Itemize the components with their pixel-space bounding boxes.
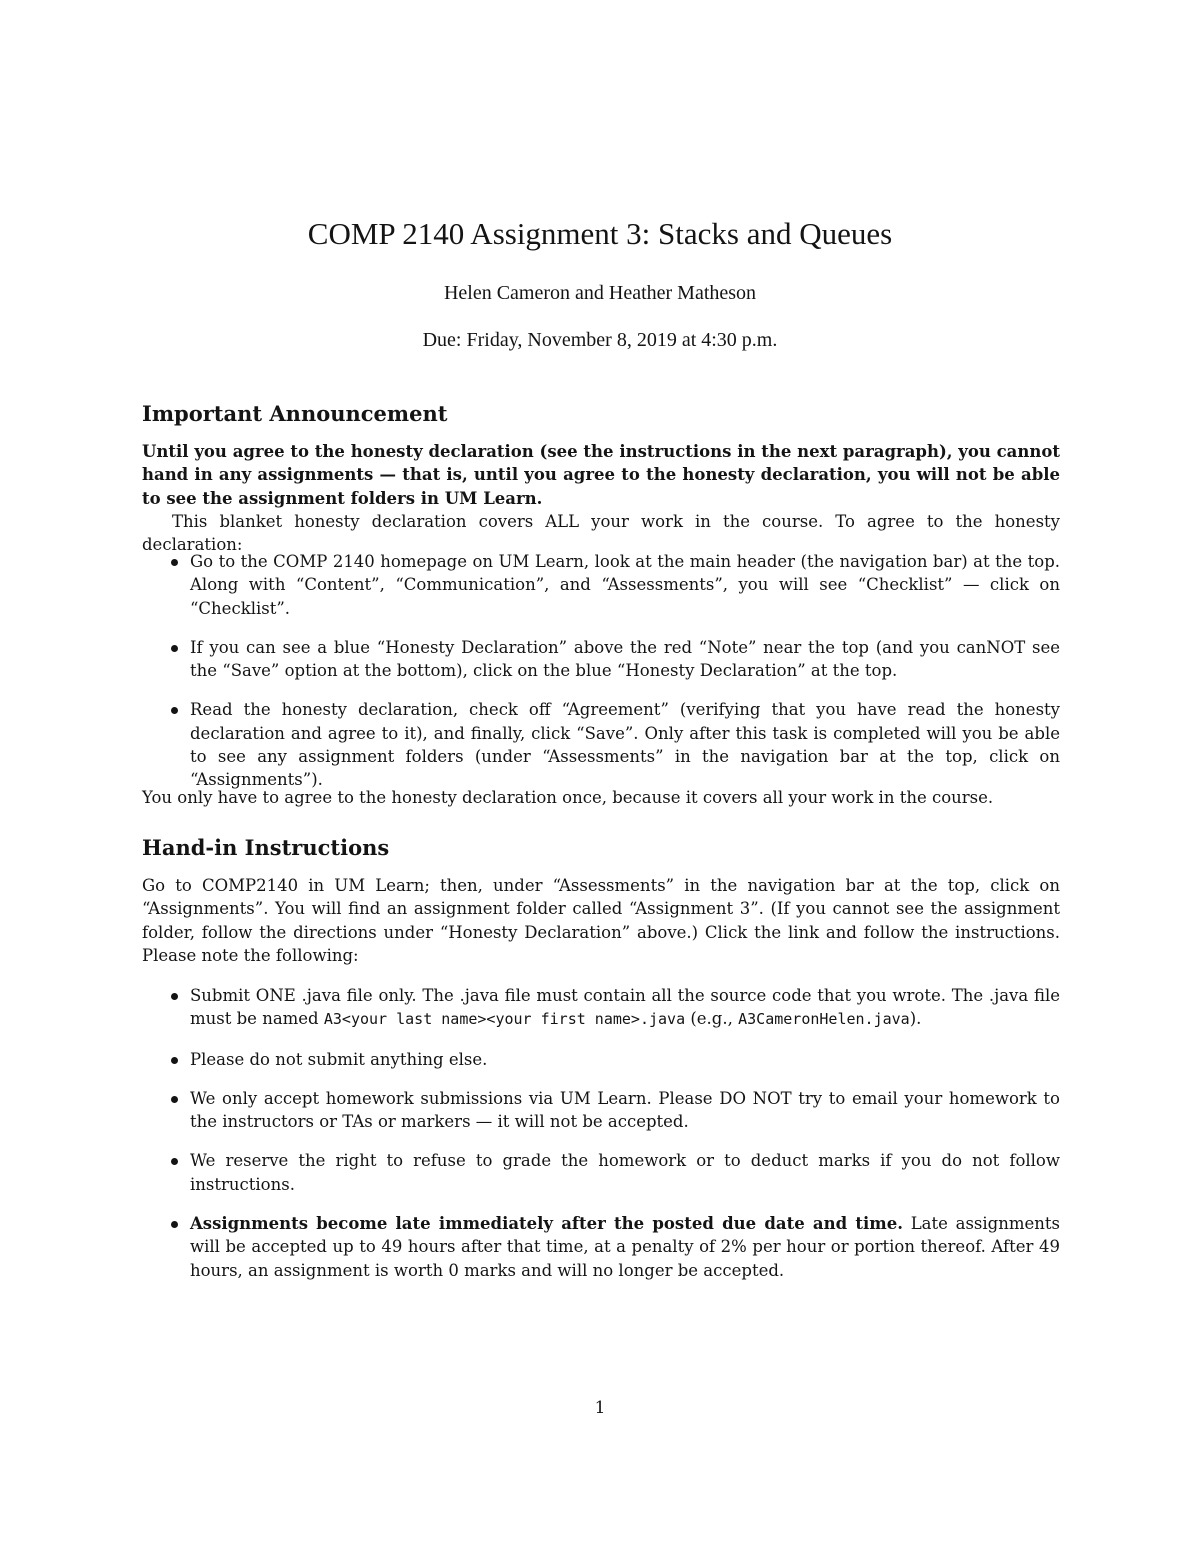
list-item bbox=[142, 1048, 1060, 1071]
announcement-list bbox=[142, 550, 1060, 792]
list-item bbox=[142, 698, 1060, 791]
bullet-icon bbox=[171, 1221, 178, 1228]
list-item bbox=[142, 1149, 1060, 1196]
list-item-text: We only accept homework submissions via UM Learn. Please DO NOT try to email your homework to the instructors or TAs or markers — it will not be accepted. bbox=[190, 1088, 1060, 1132]
list-item-text: We reserve the right to refuse to grade the homework or to deduct marks if you do not follow instructions. bbox=[190, 1151, 1060, 1194]
list-item-text: ). bbox=[909, 1009, 922, 1029]
filename-example: A3CameronHelen.java bbox=[738, 1010, 910, 1029]
list-item-text: Late assignments will be accepted up to 49 hours after that time, at a penalty of 2% per hour or portion thereof. After 49 hours, an assignment is worth 0 marks and will no longer be accepted. bbox=[190, 1214, 1060, 1280]
late-policy-heading: Assignments become late immediately after the posted due date and time. bbox=[190, 1214, 903, 1234]
list-item-text: If you can see a blue “Honesty Declaration” above the red “Note” near the top (and you canNOT see the “Save” option at the bottom), click on the blue “Honesty Declaration” at the top. bbox=[190, 637, 1060, 681]
list-item bbox=[142, 1087, 1060, 1134]
bullet-icon bbox=[171, 1158, 178, 1165]
list-item bbox=[142, 636, 1060, 683]
document-authors: Helen Cameron and Heather Matheson bbox=[443, 282, 757, 304]
list-item-text: Submit ONE .java file only. The .java file must contain all the source code that you wrote. The .java file must be named bbox=[190, 986, 1060, 1029]
handin-heading: Hand-in Instructions bbox=[142, 835, 390, 860]
document-title: COMP 2140 Assignment 3: Stacks and Queues bbox=[307, 216, 893, 251]
bullet-icon bbox=[171, 993, 178, 1000]
list-item bbox=[142, 1212, 1060, 1282]
list-item-text: Read the honesty declaration, check off “Agreement” (verifying that you have read the honesty declaration and agree to it), and finally, click “Save”. Only after this task is completed will you be able to see any assignment folders (under “Assessments” in the navigation bar at the top, click on “Assignments”). bbox=[190, 700, 1060, 790]
page-number: 1 bbox=[594, 1398, 606, 1418]
announcement-closing: You only have to agree to the honesty declaration once, because it covers all your work in the course. bbox=[142, 788, 994, 807]
handin-section bbox=[142, 834, 1060, 862]
bullet-icon bbox=[171, 1057, 178, 1064]
bullet-icon bbox=[171, 707, 178, 714]
announcement-intro: This blanket honesty declaration covers ALL your work in the course. To agree to the honesty declaration: bbox=[142, 512, 1060, 555]
list-item-text: Please do not submit anything else. bbox=[190, 1049, 488, 1069]
bullet-icon bbox=[171, 559, 178, 566]
announcement-bold-paragraph: Until you agree to the honesty declaration (see the instructions in the next paragraph), you cannot hand in any assignments — that is, until you agree to the honesty declaration, you will not be able to see the assignment folders in UM Learn. bbox=[142, 442, 1060, 508]
handin-list bbox=[142, 984, 1060, 1282]
announcement-heading: Important Announcement bbox=[142, 401, 448, 426]
list-item-text: Go to the COMP 2140 homepage on UM Learn, look at the main header (the navigation bar) at the top. Along with “Content”, “Communication”, and “Assessments”, you will see “Checklist” — click on “Checklist”. bbox=[190, 552, 1060, 618]
bullet-icon bbox=[171, 1096, 178, 1103]
bullet-icon bbox=[171, 645, 178, 652]
filename-pattern: A3<your last name><your first name>.java bbox=[323, 1010, 686, 1029]
due-date: Due: Friday, November 8, 2019 at 4:30 p.m. bbox=[422, 329, 778, 351]
handin-intro: Go to COMP2140 in UM Learn; then, under “Assessments” in the navigation bar at the top, click on “Assignments”. You will find an assignment folder called “Assignment 3”. (If you cannot see the assignment folder, follow the directions under “Honesty Declaration” above.) Click the link and follow the instructions. Please note the following: bbox=[142, 876, 1060, 965]
list-item-text: (e.g., bbox=[685, 1009, 739, 1029]
list-item bbox=[142, 984, 1060, 1032]
list-item bbox=[142, 550, 1060, 620]
announcement-section bbox=[142, 400, 1060, 428]
